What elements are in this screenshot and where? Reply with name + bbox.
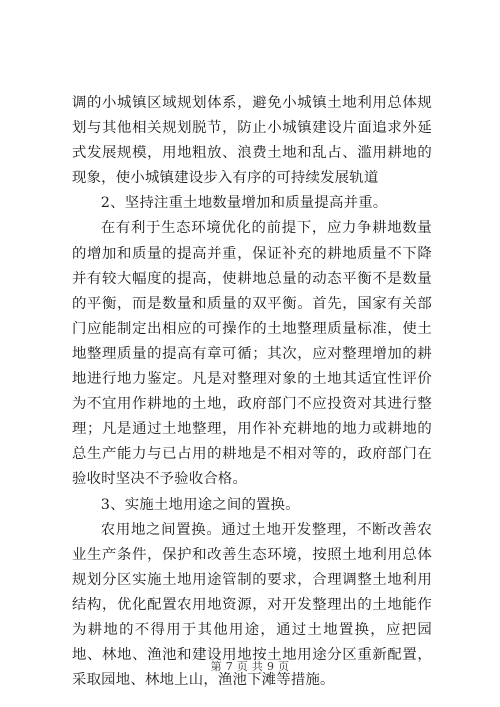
paragraph-continued: 调的小城镇区域规划体系，避免小城镇土地利用总体规划与其他相关规划脱节，防止小城镇建设片面追求外延式发展规模，用地粗放、浪费土地和乱占、滥用耕地的现象，使小城镇建设步入有序的可持续发展轨道 (72, 95, 432, 187)
paragraph-land-swap: 农用地之间置换。通过土地开发整理，不断改善农业生产条件，保护和改善生态环境，按照土地利用总体规划分区实施土地用途管制的要求，合理调整土地利用结构，优化配置农用地资源，对开发整理出的土地能作为耕地的不得用于其他用途，通过土地置换，应把园地、林地、渔池和建设用地按土地用途分区重新配置，采取园地、林地上山，渔池下滩等措施。 (72, 521, 432, 689)
heading-item-3: 3、实施土地用途之间的置换。 (100, 496, 300, 513)
document-body (72, 91, 432, 693)
heading-item-2: 2、坚持注重土地数量增加和质量提高并重。 (100, 195, 388, 212)
page-footer: 第 7 页 共 9 页 (210, 660, 290, 673)
paragraph-quality-quantity: 在有利于生态环境优化的前提下，应力争耕地数量的增加和质量的提高并重，保证补充的耕地质量不下降并有较大幅度的提高，使耕地总量的动态平衡不是数量的平衡，而是数量和质量的双平衡。首先，国家有关部门应能制定出相应的可操作的土地整理质量标准，使土地整理质量的提高有章可循；其次，应对整理增加的耕地进行地力鉴定。凡是对整理对象的土地其适宜性评价为不宜用作耕地的土地，政府部门不应投资对其进行整理；凡是通过土地整理，用作补充耕地的地力或耕地的总生产能力与已占用的耕地是不相对等的，政府部门在验收时坚决不予验收合格。 (72, 220, 432, 488)
